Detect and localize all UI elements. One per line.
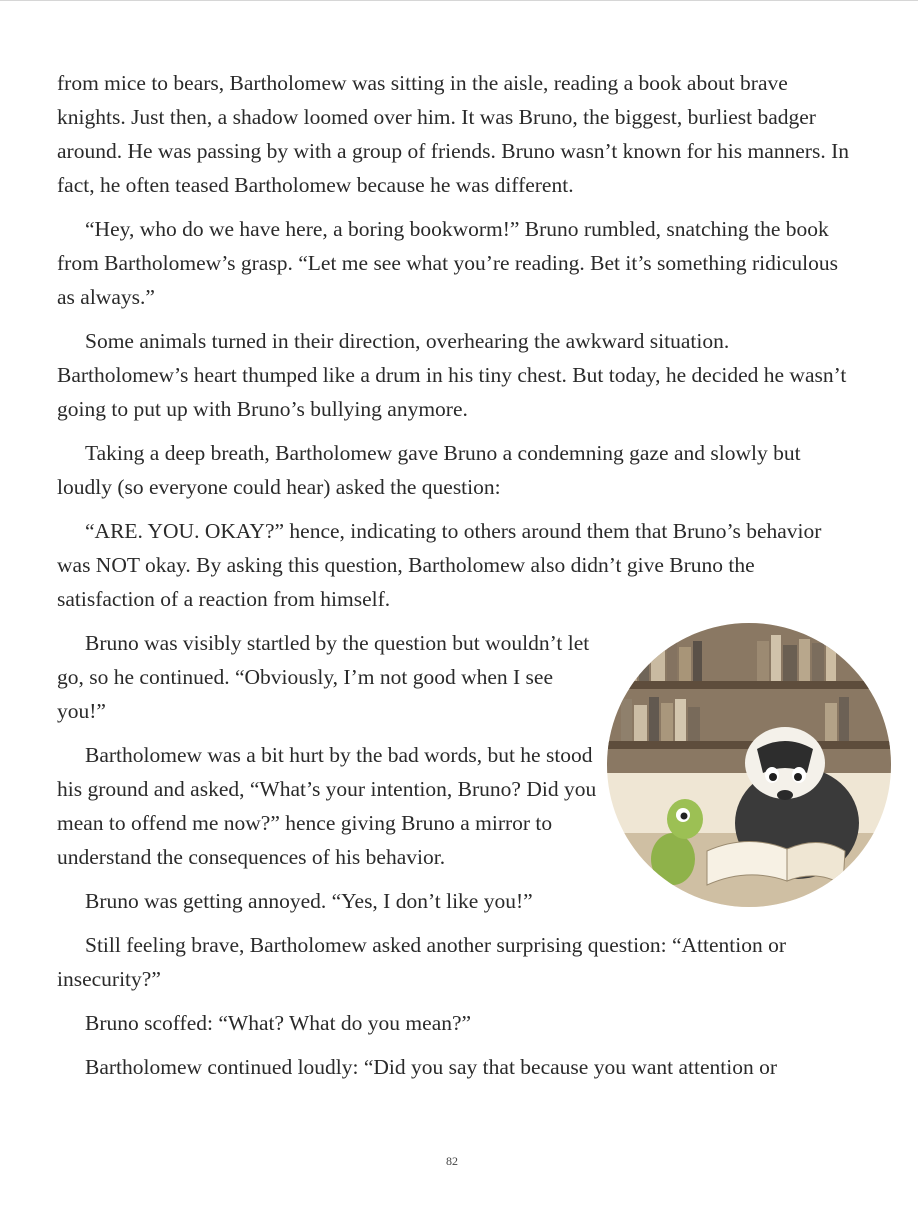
page-number: 82: [446, 1154, 458, 1168]
paragraph-9: Still feeling brave, Bartholomew asked another surprising question: “Attention or insecurity?”: [57, 933, 786, 991]
top-border: [0, 0, 918, 1]
paragraph-6: Bruno was visibly startled by the question but wouldn’t let go, so he continued. “Obviously, I’m not good when I see you!”: [57, 631, 590, 723]
paragraph-11: Bartholomew continued loudly: “Did you say that because you want attention or: [85, 1055, 778, 1079]
paragraph-10: Bruno scoffed: “What? What do you mean?”: [85, 1011, 472, 1035]
paragraph-7: Bartholomew was a bit hurt by the bad words, but he stood his ground and asked, “What’s your intention, Bruno? Did you mean to offend me now?” hence giving Bruno a mirror to understand the consequences of his behavior.: [57, 743, 597, 869]
badger-and-bookworm-illustration: [607, 623, 891, 907]
paragraph-5: “ARE. YOU. OKAY?” hence, indicating to others around them that Bruno’s behavior was NOT okay. By asking this question, Bartholomew also didn’t give Bruno the satisfaction of a reaction from himself.: [57, 519, 822, 611]
paragraph-2: “Hey, who do we have here, a boring bookworm!” Bruno rumbled, snatching the book from Bartholomew’s grasp. “Let me see what you’re reading. Bet it’s something ridiculous as always.”: [57, 217, 838, 309]
paragraph-4: Taking a deep breath, Bartholomew gave Bruno a condemning gaze and slowly but loudly (so everyone could hear) asked the question:: [57, 441, 801, 499]
paragraph-8: Bruno was getting annoyed. “Yes, I don’t like you!”: [85, 889, 533, 913]
paragraph-3: Some animals turned in their direction, overhearing the awkward situation. Bartholomew’s heart thumped like a drum in his tiny chest. But today, he decided he wasn’t going to put up with Bruno’s bullying anymore.: [57, 329, 847, 421]
page-body: [57, 66, 857, 1094]
paragraph-1: from mice to bears, Bartholomew was sitting in the aisle, reading a book about brave knights. Just then, a shadow loomed over him. It was Bruno, the biggest, burliest badger around. He was passing by with a group of friends. Bruno wasn’t known for his manners. In fact, he often teased Bartholomew because he was different.: [57, 71, 849, 197]
